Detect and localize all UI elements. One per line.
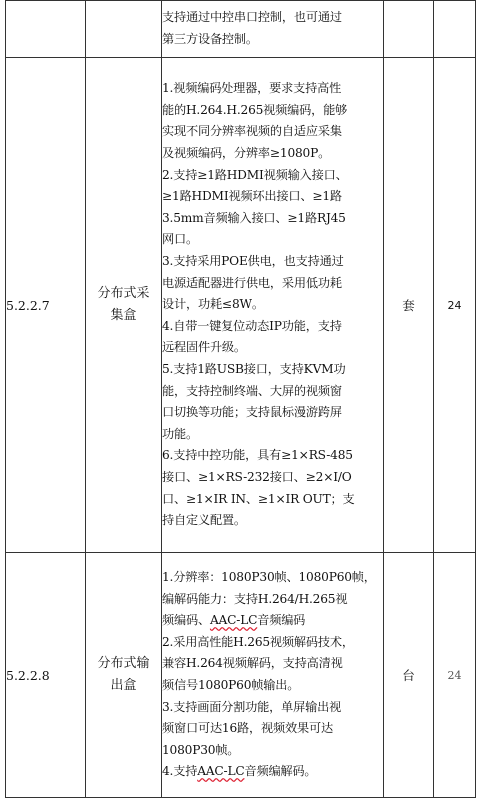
spec-line: 口、≥1×IR IN、≥1×IR OUT；支	[162, 491, 355, 506]
item-spec	[162, 553, 384, 798]
item-qty	[434, 1, 476, 58]
item-number: 5.2.2.8	[6, 553, 86, 798]
spec-line: 编解码能力：支持H.264/H.265视	[162, 591, 348, 606]
item-name	[86, 553, 162, 798]
item-name-line: 集盒	[110, 308, 137, 323]
spec-line: 支持通过中控串口控制，也可通过	[162, 10, 342, 25]
spec-line: 能，支持控制终端、大屏的视频窗	[162, 383, 342, 398]
spec-line: 1080P30帧。	[162, 742, 240, 757]
spec-line: 兼容H.264视频解码，支持高清视	[162, 656, 343, 671]
table-row	[6, 58, 476, 553]
spec-line: 1.分辨率：1080P30帧、1080P60帧，	[162, 570, 376, 585]
spec-line: 远程固件升级。	[162, 340, 246, 355]
spec-line: 5.支持1路USB接口，支持KVM功	[162, 361, 346, 376]
item-unit: 套	[384, 58, 434, 553]
spec-line: ≥1路HDMI视频环出接口、≥1路	[162, 189, 342, 204]
item-spec	[162, 58, 384, 553]
spec-line: 设计，功耗≤8W。	[162, 297, 264, 312]
spec-line: 及视频编码，分辨率≥1080P。	[162, 146, 331, 161]
spec-line	[162, 610, 383, 632]
item-name	[86, 58, 162, 553]
spec-text: 音频编解码。	[244, 764, 317, 779]
spec-line: 3.5mm音频输入接口、≥1路RJ45	[162, 210, 346, 225]
spec-text: 频编码、	[162, 613, 210, 628]
spec-line: 功能。	[162, 426, 198, 441]
item-name	[86, 1, 162, 58]
spec-line: 实现不同分辨率视频的自适应采集	[162, 124, 342, 139]
spec-line: 电源适配器进行供电，采用低功耗	[162, 275, 342, 290]
spec-line: 2.采用高性能H.265视频解码技术，	[162, 634, 354, 649]
spec-line: 1.视频编码处理器，要求支持高性	[162, 81, 342, 96]
item-number	[6, 1, 86, 58]
spec-line: 第三方设备控制。	[162, 32, 258, 46]
item-unit: 台	[384, 553, 434, 798]
item-number: 5.2.2.7	[6, 58, 86, 553]
item-qty: 24	[434, 553, 476, 798]
table-row	[6, 1, 476, 58]
item-name-line: 分布式输	[97, 656, 150, 671]
spellcheck-underlined-text: AAC-LC	[197, 764, 245, 779]
spec-line	[162, 761, 383, 783]
item-qty: 24	[434, 58, 476, 553]
table-row	[6, 553, 476, 798]
spec-line: 频信号1080P60帧输出。	[162, 678, 300, 692]
item-name-line: 分布式采	[97, 286, 150, 301]
spec-text: 音频编码	[257, 613, 306, 628]
item-unit	[384, 1, 434, 58]
spec-line: 口切换等功能；支持鼠标漫游跨屏	[162, 405, 342, 420]
spec-line: 2.支持≥1路HDMI视频输入接口、	[162, 167, 348, 182]
spec-line: 6.支持中控功能，具有≥1×RS-485	[162, 448, 353, 463]
spellcheck-underlined-text: AAC-LC	[209, 613, 258, 628]
spec-line: 持自定义配置。	[162, 513, 246, 528]
item-name-line: 出盒	[110, 678, 137, 693]
spec-line: 网口。	[162, 232, 198, 247]
spec-text: 4.支持	[162, 764, 198, 779]
item-spec	[162, 1, 384, 58]
spec-line: 4.自带一键复位动态IP功能，支持	[162, 318, 342, 333]
spec-line: 3.支持采用POE供电，也支持通过	[162, 254, 344, 269]
spec-line: 能的H.264.H.265视频编码，能够	[162, 102, 348, 117]
spec-line: 频窗口可达16路，视频效果可达	[162, 721, 333, 736]
spec-line: 3.支持画面分割功能，单屏输出视	[162, 699, 342, 714]
spec-table	[5, 0, 476, 798]
spec-line: 接口、≥1×RS-232接口、≥2×I/O	[162, 469, 352, 484]
